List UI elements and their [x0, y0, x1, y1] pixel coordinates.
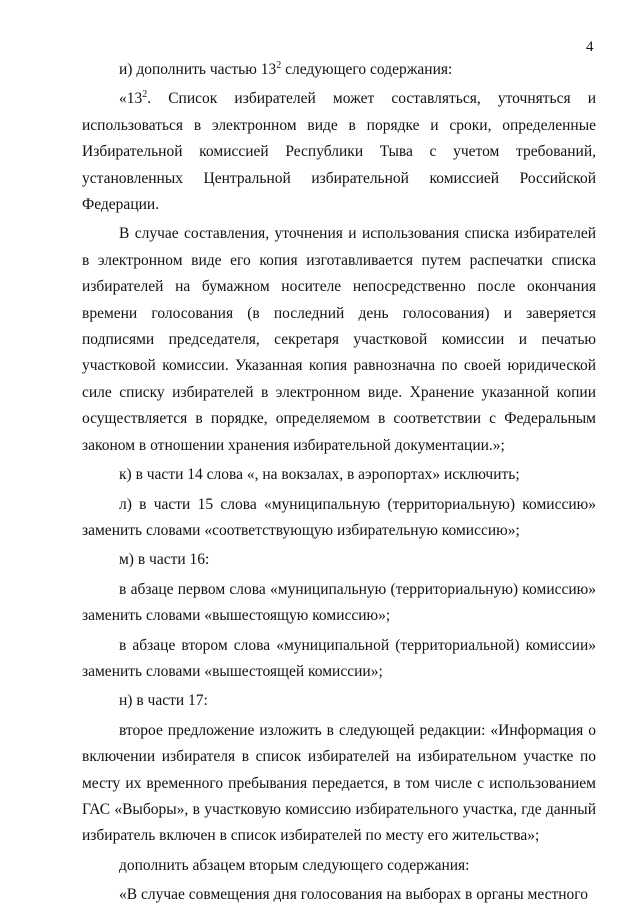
- superscript-number: 2: [276, 60, 282, 71]
- paragraph-amendment-i: [82, 57, 596, 83]
- paragraph-amendment-m: м) в части 16:: [119, 551, 210, 569]
- page-number: 4: [586, 39, 594, 55]
- paragraph-amendment-n: н) в части 17:: [119, 692, 208, 710]
- paragraph-text: . Список избирателей может составляться, уточняться и использоваться в электронном виде в порядке и сроки, определенные Избирательной комиссией Республики Тыва с учетом требований, установленных Центральной избирательной комиссией Российской Федерации.: [82, 90, 596, 214]
- paragraph-amendment-k: к) в части 14 слова «, на вокзалах, в аэропортах» исключить;: [119, 466, 520, 484]
- superscript-number: 2: [142, 89, 148, 101]
- paragraph-electronic-copy: В случае составления, уточнения и использования списка избирателей в электронном виде его копия изготавливается путем распечатки списка избирателей на бумажном носителе непосредственно после окончания времени голосования (в последний день голосования) и заверяется подписями председателя, секретаря участковой комиссии и печатью участковой комиссии. Указанная копия равнозначна по своей юридической силе списку избирателей в электронном виде. Хранение указанной копии осуществляется в порядке, определяемом в соответствии с Федеральным законом в отношении хранения избирательной документации.»;: [82, 225, 596, 454]
- document-body: [82, 57, 596, 909]
- paragraph-text: «13: [119, 90, 143, 108]
- paragraph-text: и) дополнить частью 13: [119, 61, 277, 78]
- paragraph-second-sentence: второе предложение изложить в следующей редакции: «Информация о включении избирателя в список избирателей на избирательном участке по месту их временного пребывания передается, в том числе с использованием ГАС «Выборы», в участковую комиссию избирательного участка, где данный избиратель включен в список избирателей по месту его жительства»;: [82, 721, 596, 845]
- paragraph-second-subparagraph: в абзаце втором слова «муниципальной (территориальной) комиссии» заменить словами «вышестоящей комиссии»;: [82, 636, 596, 680]
- paragraph-first-subparagraph: в абзаце первом слова «муниципальную (территориальную) комиссию» заменить словами «вышестоящую комиссию»;: [82, 580, 596, 625]
- paragraph-text: следующего содержания:: [281, 61, 453, 78]
- paragraph-add-subparagraph: дополнить абзацем вторым следующего содержания:: [119, 856, 470, 874]
- paragraph-part-13-2: [82, 86, 596, 218]
- paragraph-amendment-l: л) в части 15 слова «муниципальную (территориальную) комиссию» заменить словами «соответствующую избирательную комиссию»;: [82, 495, 596, 539]
- paragraph-combined-voting: «В случае совмещения дня голосования на выборах в органы местного: [119, 886, 589, 904]
